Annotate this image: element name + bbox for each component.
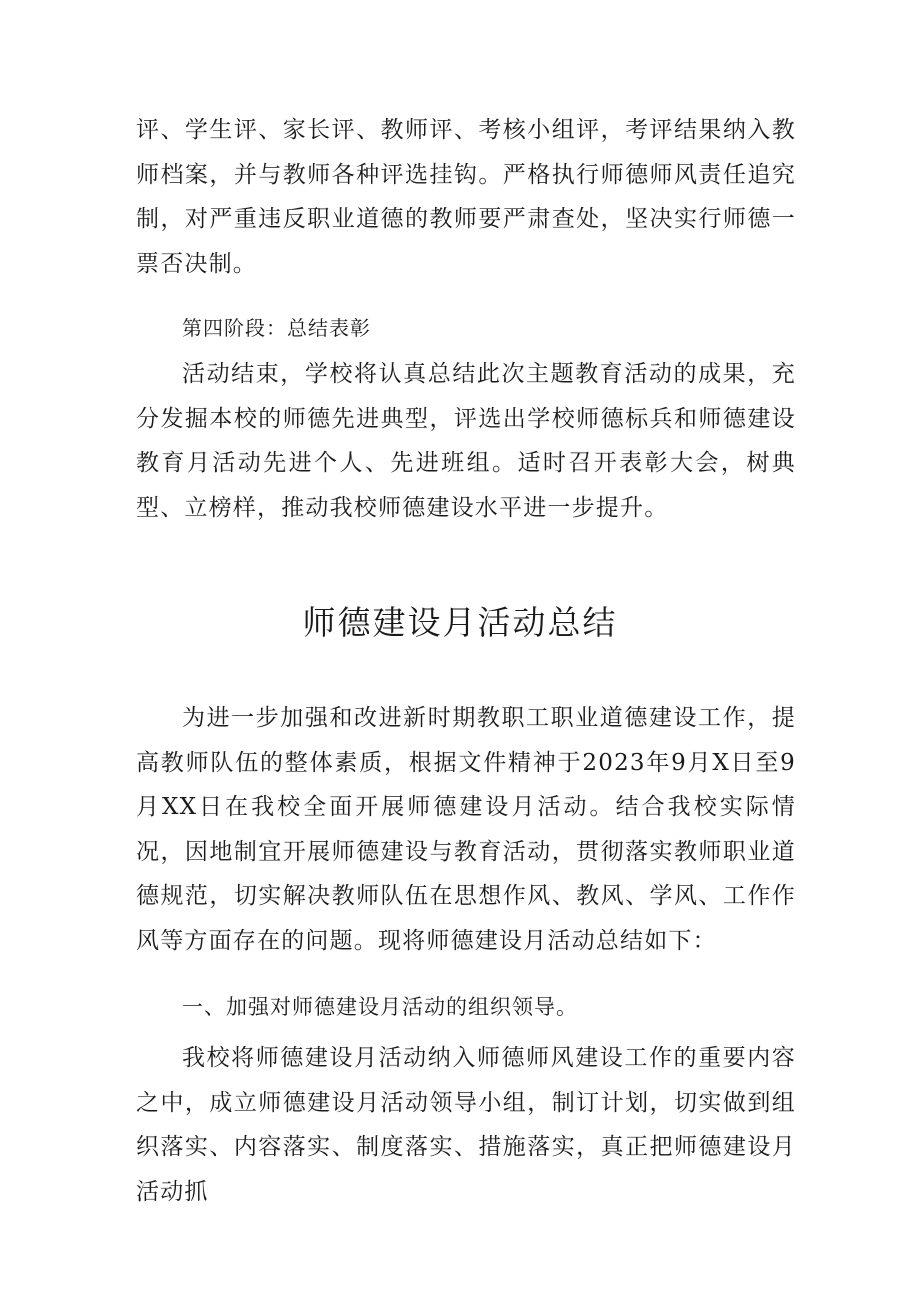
section-one-heading: 一、加强对师德建设月活动的组织领导。 [182, 995, 578, 1019]
document-title: 师德建设月活动总结 [302, 603, 618, 642]
section-one-paragraph: 我校将师德建设月活动纳入师德师风建设工作的重要内容之中，成立师德建设月活动领导小组，制订计划，切实做到组织落实、内容落实、制度落实、措施落实，真正把师德建设月活动抓 [136, 1045, 796, 1205]
continuation-paragraph: 评、学生评、家长评、教师评、考核小组评，考评结果纳入教师档案，并与教师各种评选挂钩。严格执行师德师风责任追究制，对严重违反职业道德的教师要严肃查处，坚决实行师德一票否决制。 [136, 117, 796, 277]
stage-four-paragraph: 活动结束，学校将认真总结此次主题教育活动的成果，充分发掘本校的师德先进典型，评选出学校师德标兵和师德建设教育月活动先进个人、先进班组。适时召开表彰大会，树典型、立榜样，推动我校师德建设水平进一步提升。 [136, 361, 796, 521]
stage-four-heading: 第四阶段：总结表彰 [182, 316, 371, 340]
intro-paragraph: 为进一步加强和改进新时期教职工职业道德建设工作，提高教师队伍的整体素质，根据文件精神于2023年9月X日至9月XX日在我校全面开展师德建设月活动。结合我校实际情况，因地制宜开展师德建设与教育活动，贯彻落实教师职业道德规范，切实解决教师队伍在思想作风、教风、学风、工作作风等方面存在的问题。现将师德建设月活动总结如下： [136, 705, 796, 954]
